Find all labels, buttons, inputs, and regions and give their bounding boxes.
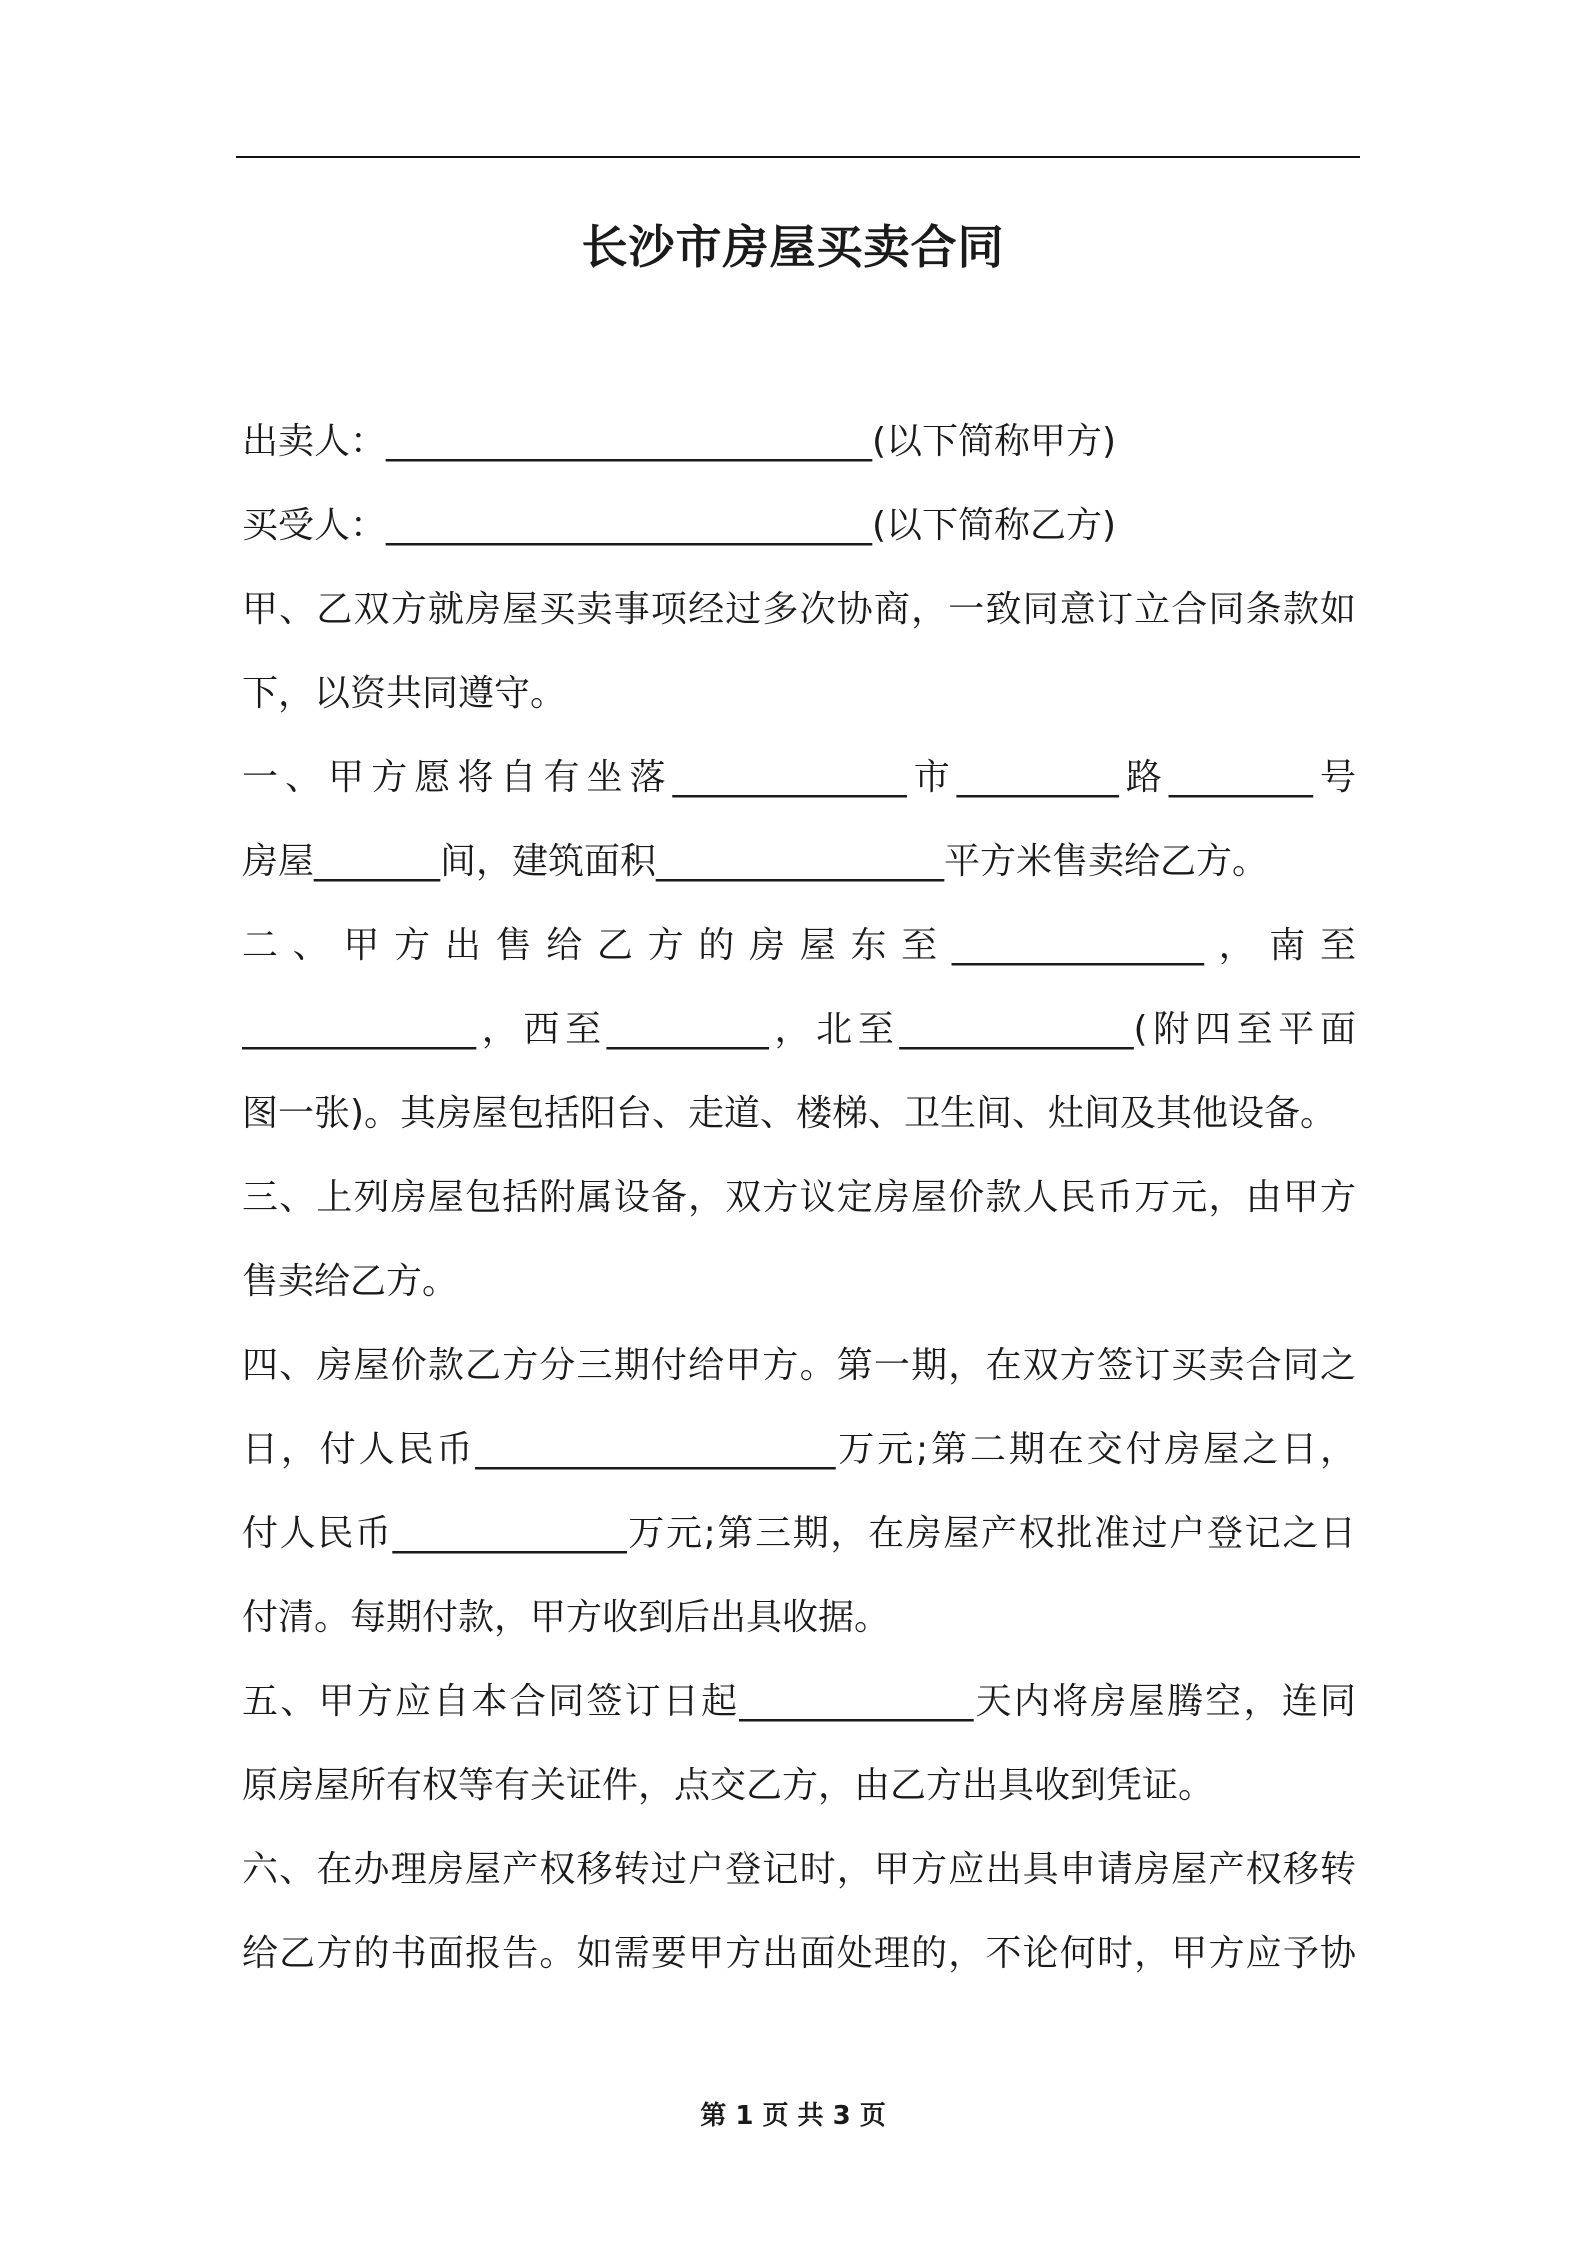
clause-3-line: 售卖给乙方。 bbox=[242, 1261, 459, 1302]
clause-1-line: 房屋_______间，建筑面积________________平方米售卖给乙方。 bbox=[242, 841, 1269, 882]
contract-body bbox=[242, 400, 1356, 1996]
clause-5-line: 原房屋所有权等有关证件，点交乙方，由乙方出具收到凭证。 bbox=[242, 1765, 1215, 1806]
clause-4-line: 付人民币_____________万元;第三期，在房屋产权批准过户登记之日 bbox=[242, 1513, 1356, 1554]
clause-4-line: 付清。每期付款，甲方收到后出具收据。 bbox=[242, 1597, 891, 1638]
clause-6-line: 六、在办理房屋产权移转过户登记时，甲方应出具申请房屋产权移转 bbox=[242, 1849, 1356, 1890]
buyer-line: 买受人：___________________________(以下简称乙方) bbox=[242, 505, 1117, 546]
clause-5-line: 五、甲方应自本合同签订日起_____________天内将房屋腾空，连同 bbox=[242, 1681, 1356, 1722]
seller-line: 出卖人：___________________________(以下简称甲方) bbox=[242, 421, 1117, 462]
clause-2-line: 二、甲方出售给乙方的房屋东至______________，南至 bbox=[242, 925, 1356, 966]
page-footer: 第 1 页 共 3 页 bbox=[700, 2101, 886, 2131]
paragraph-line: 下，以资共同遵守。 bbox=[242, 673, 567, 714]
document-title: 长沙市房屋买卖合同 bbox=[581, 220, 1005, 274]
header-rule bbox=[236, 156, 1360, 158]
clause-6-line: 给乙方的书面报告。如需要甲方出面处理的，不论何时，甲方应予协 bbox=[242, 1933, 1356, 1974]
clause-4-line: 日，付人民币____________________万元;第二期在交付房屋之日， bbox=[242, 1429, 1356, 1470]
clause-2-line: 图一张)。其房屋包括阳台、走道、楼梯、卫生间、灶间及其他设备。 bbox=[242, 1093, 1337, 1134]
clause-1-line: 一、甲方愿将自有坐落_____________市_________路________号 bbox=[242, 757, 1356, 798]
clause-3-line: 三、上列房屋包括附属设备，双方议定房屋价款人民币万元，由甲方 bbox=[242, 1177, 1356, 1218]
clause-4-line: 四、房屋价款乙方分三期付给甲方。第一期，在双方签订买卖合同之 bbox=[242, 1345, 1356, 1386]
paragraph-line: 甲、乙双方就房屋买卖事项经过多次协商，一致同意订立合同条款如 bbox=[242, 589, 1356, 630]
clause-2-line: _____________，西至_________，北至_____________(附四至平面 bbox=[242, 1009, 1356, 1050]
